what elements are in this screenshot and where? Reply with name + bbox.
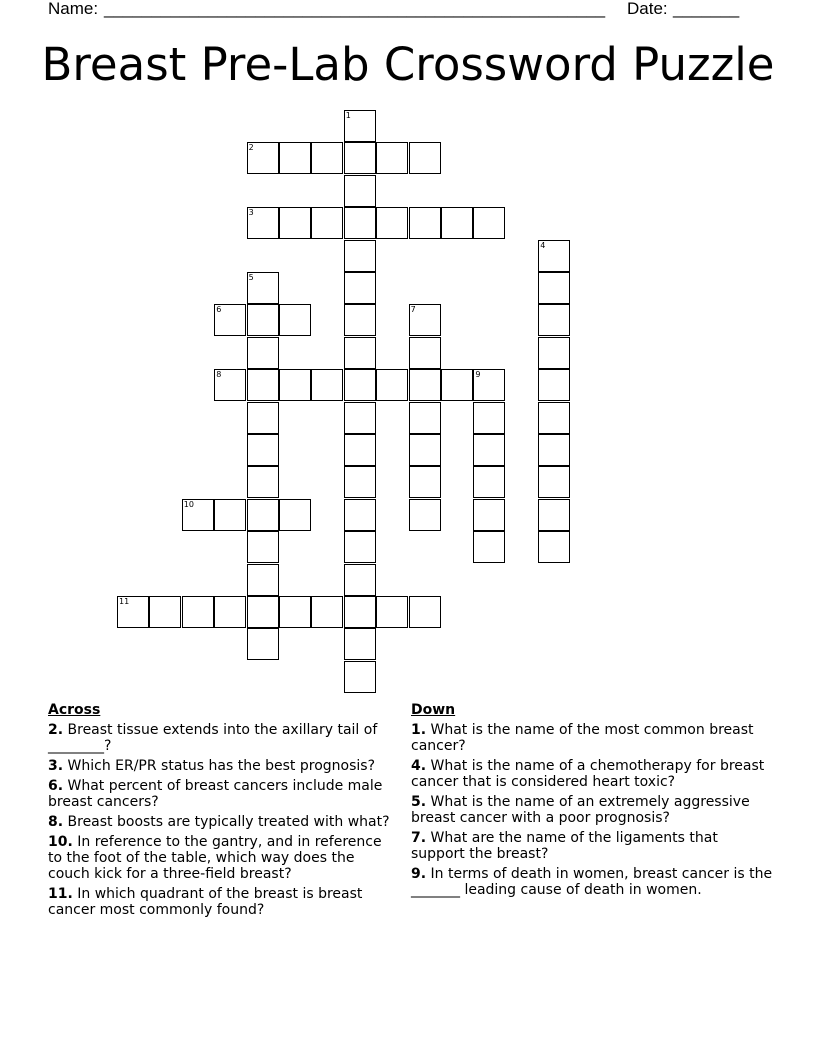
down-clue xyxy=(411,722,776,754)
crossword-cell[interactable] xyxy=(182,596,214,628)
crossword-cell[interactable] xyxy=(376,207,408,239)
cell-number: 11 xyxy=(119,597,130,606)
crossword-cell[interactable] xyxy=(279,304,311,336)
crossword-cell[interactable] xyxy=(344,434,376,466)
crossword-cell[interactable] xyxy=(409,142,441,174)
clue-number: 10. xyxy=(48,834,73,850)
cell-number: 1 xyxy=(345,111,351,120)
clue-number: 3. xyxy=(48,758,64,774)
clue-number: 5. xyxy=(411,794,427,810)
across-clue xyxy=(48,886,398,918)
crossword-cell[interactable] xyxy=(344,304,376,336)
date-label: Date: xyxy=(627,0,668,18)
crossword-cell[interactable] xyxy=(214,499,246,531)
crossword-cell[interactable] xyxy=(473,369,505,401)
clue-text: What is the name of the most common breast cancer? xyxy=(411,722,754,754)
down-clue xyxy=(411,794,776,826)
crossword-cell[interactable] xyxy=(247,369,279,401)
crossword-cell[interactable] xyxy=(538,272,570,304)
crossword-cell[interactable] xyxy=(409,337,441,369)
crossword-cell[interactable] xyxy=(409,466,441,498)
crossword-cell[interactable] xyxy=(311,207,343,239)
clue-number: 1. xyxy=(411,722,427,738)
crossword-cell[interactable] xyxy=(409,596,441,628)
crossword-cell[interactable] xyxy=(409,304,441,336)
down-clue xyxy=(411,758,776,790)
clue-text: Breast tissue extends into the axillary tail of ________? xyxy=(48,722,378,754)
clue-number: 8. xyxy=(48,814,64,830)
crossword-cell[interactable] xyxy=(344,110,376,142)
crossword-cell[interactable] xyxy=(409,402,441,434)
down-clue xyxy=(411,830,776,862)
crossword-cell[interactable] xyxy=(247,272,279,304)
crossword-cell[interactable] xyxy=(538,466,570,498)
crossword-cell[interactable] xyxy=(247,628,279,660)
down-clue xyxy=(411,866,776,898)
crossword-cell[interactable] xyxy=(409,434,441,466)
crossword-cell[interactable] xyxy=(473,402,505,434)
clue-text: In which quadrant of the breast is breast cancer most commonly found? xyxy=(48,886,363,918)
across-heading: Across xyxy=(48,702,101,718)
crossword-cell[interactable] xyxy=(344,240,376,272)
crossword-cell[interactable] xyxy=(247,402,279,434)
crossword-cell[interactable] xyxy=(247,596,279,628)
clue-number: 6. xyxy=(48,778,64,794)
crossword-cell[interactable] xyxy=(247,337,279,369)
crossword-cell[interactable] xyxy=(441,207,473,239)
crossword-cell[interactable] xyxy=(344,661,376,693)
across-clue xyxy=(48,814,398,830)
cell-number: 3 xyxy=(248,208,254,218)
crossword-cell[interactable] xyxy=(409,499,441,531)
crossword-cell[interactable] xyxy=(376,142,408,174)
crossword-cell[interactable] xyxy=(473,531,505,563)
crossword-cell[interactable] xyxy=(473,466,505,498)
crossword-cell[interactable] xyxy=(279,369,311,401)
crossword-cell[interactable] xyxy=(149,596,181,628)
crossword-cell[interactable] xyxy=(247,142,279,174)
crossword-cell[interactable] xyxy=(344,564,376,596)
clue-text: What is the name of an extremely aggressive breast cancer with a poor prognosis? xyxy=(411,794,750,826)
crossword-cell[interactable] xyxy=(344,499,376,531)
across-clues xyxy=(48,702,398,922)
cell-number: 10 xyxy=(183,499,194,509)
clue-text: What is the name of a chemotherapy for breast cancer that is considered heart toxic? xyxy=(411,758,765,790)
crossword-cell[interactable] xyxy=(473,499,505,531)
crossword-cell[interactable] xyxy=(311,142,343,174)
name-field[interactable]: _____________________________________________________ xyxy=(104,0,606,18)
name-label: Name: xyxy=(48,0,99,18)
clue-text: What percent of breast cancers include male breast cancers? xyxy=(48,778,383,810)
crossword-cell[interactable] xyxy=(344,402,376,434)
crossword-cell[interactable] xyxy=(538,434,570,466)
crossword-cell[interactable] xyxy=(279,142,311,174)
clue-number: 9. xyxy=(411,866,427,882)
cell-number: 7 xyxy=(410,305,416,315)
crossword-cell[interactable] xyxy=(182,499,214,531)
crossword-cell[interactable] xyxy=(441,369,473,401)
cell-number: 5 xyxy=(248,273,254,282)
across-clue xyxy=(48,722,398,754)
crossword-cell[interactable] xyxy=(247,207,279,239)
crossword-cell[interactable] xyxy=(538,531,570,563)
clue-number: 11. xyxy=(48,886,73,902)
crossword-cell[interactable] xyxy=(344,207,376,239)
clue-text: In terms of death in women, breast cancer is the _______ leading cause of death in women. xyxy=(411,866,773,898)
crossword-cell[interactable] xyxy=(214,369,246,401)
crossword-cell[interactable] xyxy=(279,596,311,628)
crossword-cell[interactable] xyxy=(344,369,376,401)
crossword-cell[interactable] xyxy=(538,369,570,401)
crossword-cell[interactable] xyxy=(247,499,279,531)
clue-text: In reference to the gantry, and in reference to the foot of the table, which way does the couch kick for a three-field breast? xyxy=(48,834,382,882)
crossword-cell[interactable] xyxy=(344,337,376,369)
crossword-cell[interactable] xyxy=(344,272,376,304)
crossword-cell[interactable] xyxy=(538,499,570,531)
clue-number: 2. xyxy=(48,722,64,738)
crossword-cell[interactable] xyxy=(247,564,279,596)
crossword-cell[interactable] xyxy=(538,304,570,336)
crossword-cell[interactable] xyxy=(117,596,149,628)
cell-number: 2 xyxy=(248,143,254,153)
crossword-cell[interactable] xyxy=(376,369,408,401)
crossword-cell[interactable] xyxy=(409,369,441,401)
cell-number: 9 xyxy=(475,370,481,380)
crossword-cell[interactable] xyxy=(473,207,505,239)
cell-number: 8 xyxy=(216,370,222,380)
cell-number: 4 xyxy=(540,240,546,250)
clue-text: Which ER/PR status has the best prognosis? xyxy=(67,758,376,774)
crossword-cell[interactable] xyxy=(311,369,343,401)
across-clue xyxy=(48,778,398,810)
crossword-cell[interactable] xyxy=(214,596,246,628)
crossword-cell[interactable] xyxy=(311,596,343,628)
down-heading: Down xyxy=(411,702,456,718)
crossword-cell[interactable] xyxy=(247,466,279,498)
across-clue xyxy=(48,758,398,774)
crossword-cell[interactable] xyxy=(538,240,570,272)
page-title: Breast Pre-Lab Crossword Puzzle xyxy=(41,38,775,91)
date-field[interactable]: _______ xyxy=(673,0,740,18)
cell-number: 6 xyxy=(216,305,222,315)
crossword-cell[interactable] xyxy=(376,596,408,628)
crossword-cell[interactable] xyxy=(247,304,279,336)
crossword-cell[interactable] xyxy=(247,531,279,563)
clue-number: 4. xyxy=(411,758,427,774)
crossword-cell[interactable] xyxy=(473,434,505,466)
crossword-cell[interactable] xyxy=(279,499,311,531)
crossword-cell[interactable] xyxy=(344,531,376,563)
clue-text: Breast boosts are typically treated with what? xyxy=(67,814,390,830)
crossword-cell[interactable] xyxy=(538,337,570,369)
crossword-cell[interactable] xyxy=(344,466,376,498)
crossword-cell[interactable] xyxy=(344,175,376,207)
clue-text: What are the name of the ligaments that support the breast? xyxy=(411,830,718,862)
crossword-cell[interactable] xyxy=(344,596,376,628)
crossword-cell[interactable] xyxy=(247,434,279,466)
crossword-cell[interactable] xyxy=(344,142,376,174)
clue-number: 7. xyxy=(411,830,427,846)
crossword-cell[interactable] xyxy=(344,628,376,660)
across-clue xyxy=(48,834,398,882)
down-clues xyxy=(411,702,776,902)
crossword-cell[interactable] xyxy=(214,304,246,336)
crossword-cell[interactable] xyxy=(409,207,441,239)
crossword-cell[interactable] xyxy=(538,402,570,434)
crossword-cell[interactable] xyxy=(279,207,311,239)
